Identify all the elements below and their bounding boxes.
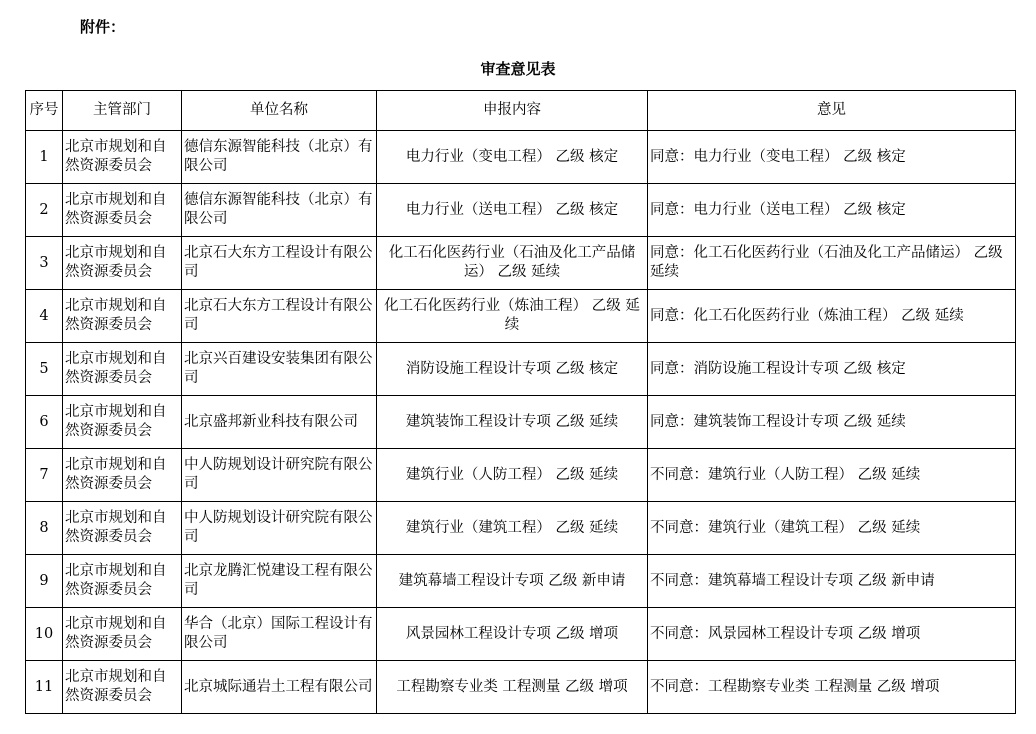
row-opinion: 同意：电力行业（送电工程） 乙级 核定 [648,184,1016,237]
row-department: 北京市规划和自然资源委员会 [63,131,182,184]
row-department: 北京市规划和自然资源委员会 [63,237,182,290]
table-row [26,290,1016,343]
row-unit: 北京石大东方工程设计有限公司 [182,237,377,290]
table-row [26,661,1016,714]
header-content: 申报内容 [377,91,648,131]
header-department: 主管部门 [63,91,182,131]
row-no: 1 [26,131,63,184]
row-content: 建筑行业（建筑工程） 乙级 延续 [377,502,648,555]
row-no: 2 [26,184,63,237]
row-opinion: 不同意：建筑幕墙工程设计专项 乙级 新申请 [648,555,1016,608]
row-unit: 北京盛邦新业科技有限公司 [182,396,377,449]
review-table [25,90,1016,714]
row-no: 9 [26,555,63,608]
row-content: 化工石化医药行业（炼油工程） 乙级 延续 [377,290,648,343]
table-row [26,396,1016,449]
table-row [26,131,1016,184]
table-row [26,343,1016,396]
row-content: 工程勘察专业类 工程测量 乙级 增项 [377,661,648,714]
header-opinion: 意见 [648,91,1016,131]
row-no: 10 [26,608,63,661]
table-header-row [26,91,1016,131]
row-department: 北京市规划和自然资源委员会 [63,184,182,237]
row-content: 电力行业（送电工程） 乙级 核定 [377,184,648,237]
row-opinion: 不同意：建筑行业（人防工程） 乙级 延续 [648,449,1016,502]
row-department: 北京市规划和自然资源委员会 [63,502,182,555]
row-department: 北京市规划和自然资源委员会 [63,661,182,714]
table-row [26,555,1016,608]
row-no: 7 [26,449,63,502]
page-title: 审查意见表 [480,60,556,78]
row-department: 北京市规划和自然资源委员会 [63,608,182,661]
row-content: 风景园林工程设计专项 乙级 增项 [377,608,648,661]
row-no: 3 [26,237,63,290]
row-department: 北京市规划和自然资源委员会 [63,555,182,608]
row-no: 4 [26,290,63,343]
row-opinion: 同意：化工石化医药行业（石油及化工产品储运） 乙级 延续 [648,237,1016,290]
row-content: 消防设施工程设计专项 乙级 核定 [377,343,648,396]
header-no: 序号 [26,91,63,131]
row-content: 化工石化医药行业（石油及化工产品储运） 乙级 延续 [377,237,648,290]
row-unit: 德信东源智能科技（北京）有限公司 [182,184,377,237]
table-row [26,237,1016,290]
row-content: 建筑行业（人防工程） 乙级 延续 [377,449,648,502]
row-opinion: 不同意：风景园林工程设计专项 乙级 增项 [648,608,1016,661]
row-opinion: 同意：消防设施工程设计专项 乙级 核定 [648,343,1016,396]
row-unit: 华合（北京）国际工程设计有限公司 [182,608,377,661]
row-no: 11 [26,661,63,714]
row-unit: 北京兴百建设安装集团有限公司 [182,343,377,396]
row-no: 6 [26,396,63,449]
row-unit: 德信东源智能科技（北京）有限公司 [182,131,377,184]
row-opinion: 同意：建筑装饰工程设计专项 乙级 延续 [648,396,1016,449]
table-row [26,502,1016,555]
table-row [26,608,1016,661]
row-opinion: 同意：电力行业（变电工程） 乙级 核定 [648,131,1016,184]
row-unit: 北京龙腾汇悦建设工程有限公司 [182,555,377,608]
row-opinion: 不同意：建筑行业（建筑工程） 乙级 延续 [648,502,1016,555]
attachment-label: 附件： [80,18,126,36]
row-unit: 北京石大东方工程设计有限公司 [182,290,377,343]
row-department: 北京市规划和自然资源委员会 [63,449,182,502]
row-department: 北京市规划和自然资源委员会 [63,290,182,343]
row-unit: 北京城际通岩土工程有限公司 [182,661,377,714]
table-row [26,449,1016,502]
row-content: 建筑装饰工程设计专项 乙级 延续 [377,396,648,449]
row-content: 电力行业（变电工程） 乙级 核定 [377,131,648,184]
header-unit: 单位名称 [182,91,377,131]
row-content: 建筑幕墙工程设计专项 乙级 新申请 [377,555,648,608]
row-department: 北京市规划和自然资源委员会 [63,396,182,449]
row-unit: 中人防规划设计研究院有限公司 [182,502,377,555]
row-no: 8 [26,502,63,555]
row-unit: 中人防规划设计研究院有限公司 [182,449,377,502]
row-department: 北京市规划和自然资源委员会 [63,343,182,396]
row-opinion: 同意：化工石化医药行业（炼油工程） 乙级 延续 [648,290,1016,343]
row-no: 5 [26,343,63,396]
row-opinion: 不同意：工程勘察专业类 工程测量 乙级 增项 [648,661,1016,714]
table-row [26,184,1016,237]
